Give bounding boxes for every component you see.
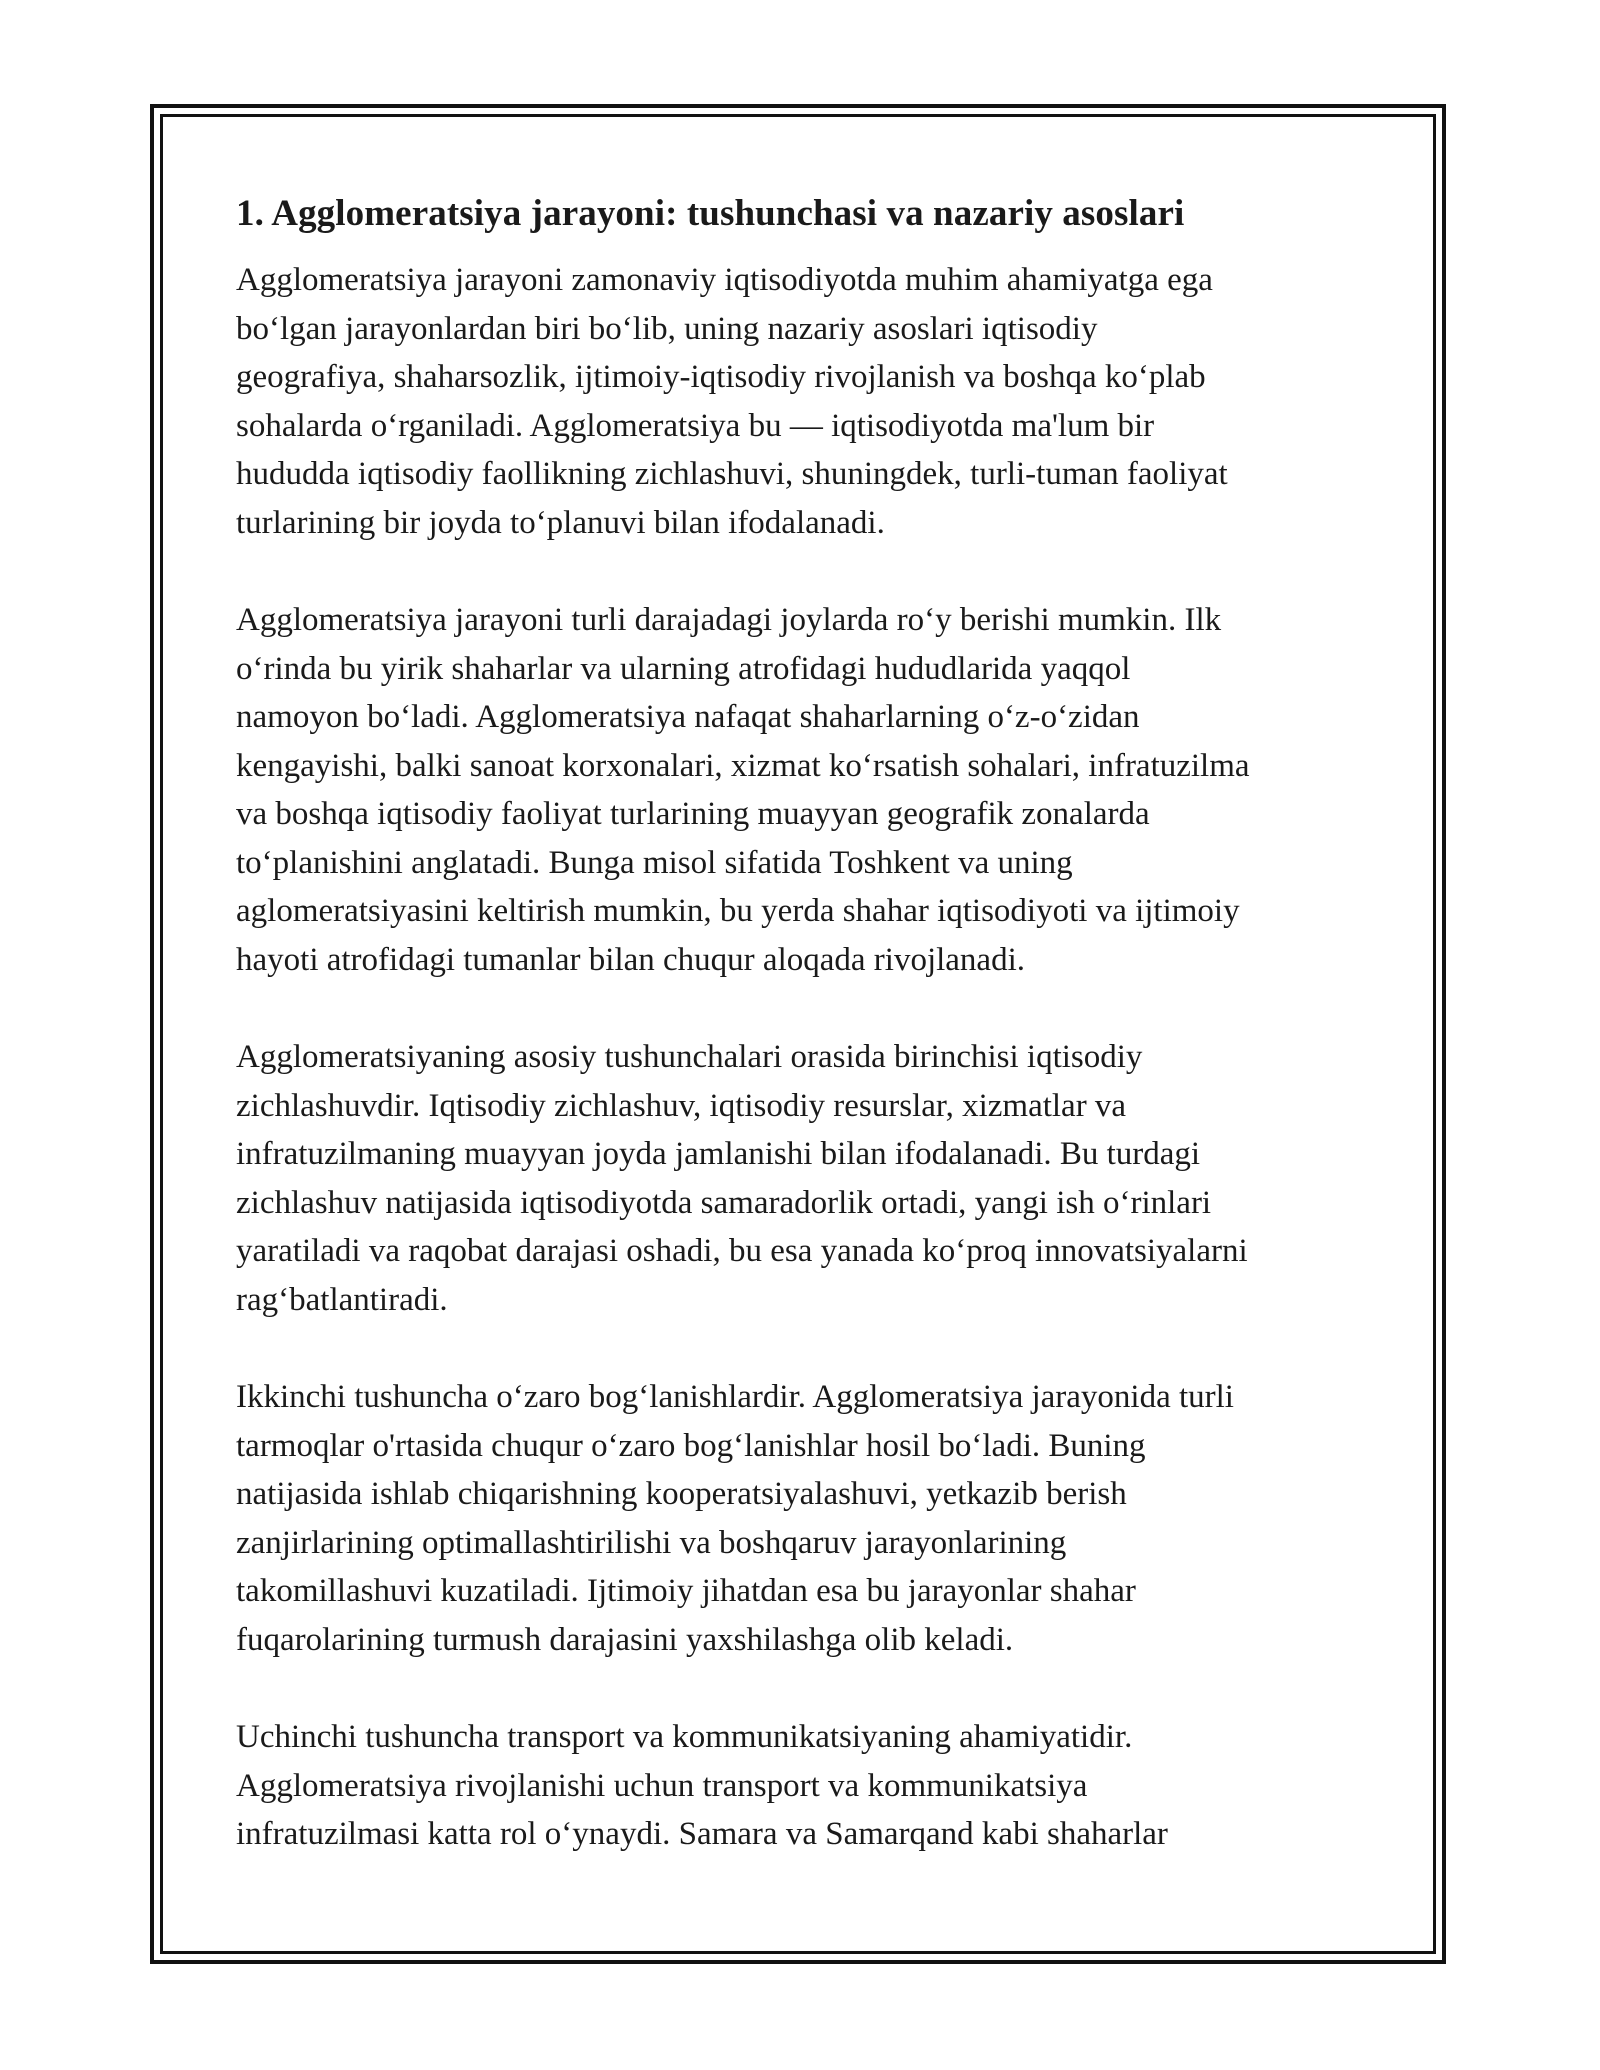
text-line: fuqarolarining turmush darajasini yaxshilashga olib keladi. (236, 1621, 1014, 1658)
text-line: sohalarda o‘rganiladi. Agglomeratsiya bu — iqtisodiyotda ma'lum bir (236, 407, 1155, 444)
text-line: kengayishi, balki sanoat korxonalari, xizmat ko‘rsatish sohalari, infratuzilma (236, 747, 1250, 784)
text-line: infratuzilmaning muayyan joyda jamlanishi bilan ifodalanadi. Bu turdagi (236, 1136, 1201, 1173)
text-line: va boshqa iqtisodiy faoliyat turlarining muayyan geografik zonalarda (236, 796, 1150, 833)
text-line: bo‘lgan jarayonlardan biri bo‘lib, uning nazariy asoslari iqtisodiy (236, 310, 1098, 347)
paragraph-2 (236, 596, 1386, 984)
paragraph-1 (236, 256, 1386, 547)
text-line: infratuzilmasi katta rol o‘ynaydi. Samara va Samarqand kabi shaharlar (236, 1816, 1168, 1853)
text-line: geografiya, shaharsozlik, ijtimoiy-iqtisodiy rivojlanish va boshqa ko‘plab (236, 359, 1206, 396)
text-line: zichlashuv natijasida iqtisodiyotda samaradorlik ortadi, yangi ish o‘rinlari (236, 1184, 1212, 1221)
text-line: zichlashuvdir. Iqtisodiy zichlashuv, iqtisodiy resurslar, xizmatlar va (236, 1087, 1127, 1124)
text-line: Ikkinchi tushuncha o‘zaro bog‘lanishlardir. Agglomeratsiya jarayonida turli (236, 1379, 1234, 1416)
text-line: Agglomeratsiya rivojlanishi uchun transport va kommunikatsiya (236, 1767, 1088, 1804)
text-line: yaratiladi va raqobat darajasi oshadi, bu esa yanada ko‘proq innovatsiyalarni (236, 1233, 1248, 1270)
text-line: Uchinchi tushuncha transport va kommunikatsiyaning ahamiyatidir. (236, 1719, 1133, 1756)
paragraph-list (236, 256, 1386, 1859)
text-line: Agglomeratsiya jarayoni zamonaviy iqtisodiyotda muhim ahamiyatga ega (236, 262, 1213, 299)
document-body (236, 180, 1386, 1908)
text-line: zanjirlarining optimallashtirilishi va boshqaruv jarayonlarining (236, 1524, 1067, 1561)
text-line: natijasida ishlab chiqarishning kooperatsiyalashuvi, yetkazib berish (236, 1476, 1127, 1513)
text-line: o‘rinda bu yirik shaharlar va ularning atrofidagi hududlarida yaqqol (236, 650, 1131, 687)
text-line: aglomeratsiyasini keltirish mumkin, bu yerda shahar iqtisodiyoti va ijtimoiy (236, 893, 1240, 930)
text-line: Agglomeratsiyaning asosiy tushunchalari orasida birinchisi iqtisodiy (236, 1039, 1143, 1076)
text-line: namoyon bo‘ladi. Agglomeratsiya nafaqat shaharlarning o‘z-o‘zidan (236, 699, 1140, 736)
text-line: hududda iqtisodiy faollikning zichlashuvi, shuningdek, turli-tuman faoliyat (236, 456, 1228, 493)
text-line: Agglomeratsiya jarayoni turli darajadagi joylarda ro‘y berishi mumkin. Ilk (236, 602, 1222, 639)
text-line: hayoti atrofidagi tumanlar bilan chuqur aloqada rivojlanadi. (236, 941, 1025, 978)
text-line: rag‘batlantiradi. (236, 1281, 448, 1318)
text-line: tarmoqlar o'rtasida chuqur o‘zaro bog‘lanishlar hosil bo‘ladi. Buning (236, 1427, 1146, 1464)
section-heading: 1. Agglomeratsiya jarayoni: tushunchasi va nazariy asoslari (236, 193, 1185, 234)
paragraph-3 (236, 1033, 1386, 1324)
paragraph-4 (236, 1373, 1386, 1664)
text-line: takomillashuvi kuzatiladi. Ijtimoiy jihatdan esa bu jarayonlar shahar (236, 1573, 1136, 1610)
paragraph-5 (236, 1713, 1386, 1859)
text-line: turlarining bir joyda to‘planuvi bilan ifodalanadi. (236, 504, 885, 541)
text-line: to‘planishini anglatadi. Bunga misol sifatida Toshkent va uning (236, 844, 1073, 881)
